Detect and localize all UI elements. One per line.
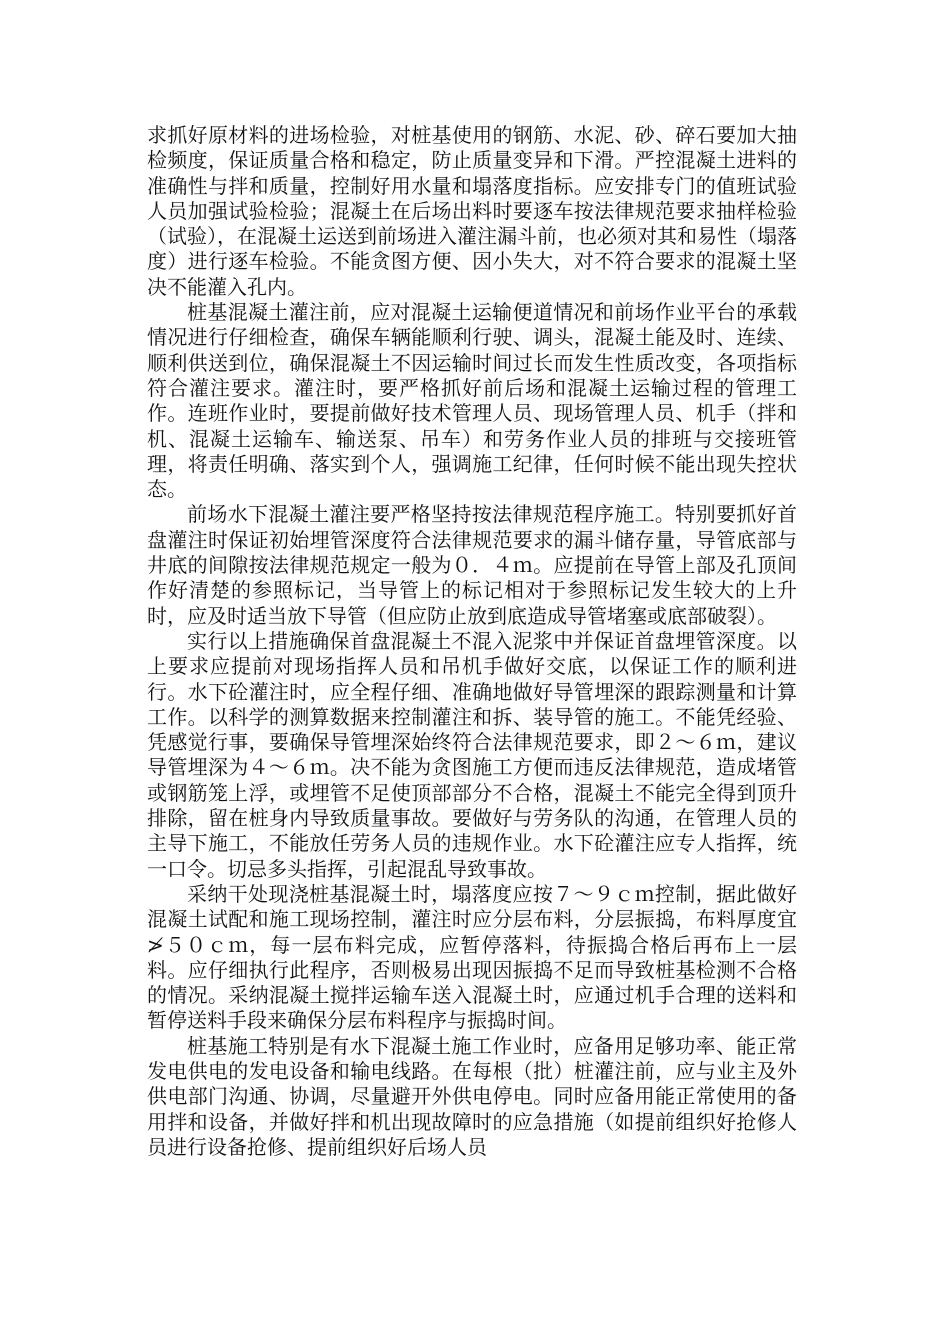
paragraph-2: 桩基混凝土灌注前，应对混凝土运输便道情况和前场作业平台的承载情况进行仔细检查，确保车辆能顺利行驶、调头，混凝土能及时、连续、顺利供送到位，确保混凝土不因运输时间过长而发生性质改变，各项指标符合灌注要求。灌注时，要严格抓好前后场和混凝土运输过程的管理工作。连班作业时，要提前做好技术管理人员、现场管理人员、机手（拌和机、混凝土运输车、输送泵、吊车）和劳务作业人员的排班与交接班管理，将责任明确、落实到个人，强调施工纪律，任何时候不能出现失控状态。 [147,300,797,502]
paragraph-3: 前场水下混凝土灌注要严格坚持按法律规范程序施工。特别要抓好首盘灌注时保证初始埋管深度符合法律规范要求的漏斗储存量，导管底部与井底的间隙按法律规范规定一般为０．４ｍ。应提前在导管上部及孔顶间作好清楚的参照标记，当导管上的标记相对于参照标记发生较大的上升时，应及时适当放下导管（但应防止放到底造成导管堵塞或底部破裂）。 [147,502,797,628]
paragraph-6: 桩基施工特别是有水下混凝土施工作业时，应备用足够功率、能正常发电供电的发电设备和输电线路。在每根（批）桩灌注前，应与业主及外供电部门沟通、协调，尽量避开外供电停电。同时应备用能正常使用的备用拌和设备，并做好拌和机出现故障时的应急措施（如提前组织好抢修人员进行设备抢修、提前组织好后场人员 [147,1033,797,1159]
document-page [147,123,797,1160]
paragraph-4: 实行以上措施确保首盘混凝土不混入泥浆中并保证首盘埋管深度。以上要求应提前对现场指挥人员和吊机手做好交底，以保证工作的顺利进行。水下砼灌注时，应全程仔细、准确地做好导管埋深的跟踪测量和计算工作。以科学的测算数据来控制灌注和拆、装导管的施工。不能凭经验、凭感觉行事，要确保导管埋深始终符合法律规范要求，即２～６ｍ，建议导管埋深为４～６ｍ。决不能为贪图施工方便而违反法律规范，造成堵管或钢筋笼上浮，或埋管不足使顶部部分不合格，混凝土不能完全得到顶升排除，留在桩身内导致质量事故。要做好与劳务队的沟通，在管理人员的主导下施工，不能放任劳务人员的违规作业。水下砼灌注应专人指挥，统一口令。切忌多头指挥，引起混乱导致事故。 [147,628,797,881]
paragraph-1: 求抓好原材料的进场检验，对桩基使用的钢筋、水泥、砂、碎石要加大抽检频度，保证质量合格和稳定，防止质量变异和下滑。严控混凝土进料的准确性与拌和质量，控制好用水量和塌落度指标。应安排专门的值班试验人员加强试验检验；混凝土在后场出料时要逐车按法律规范要求抽样检验（试验），在混凝土运送到前场进入灌注漏斗前，也必须对其和易性（塌落度）进行逐车检验。不能贪图方便、因小失大，对不符合要求的混凝土坚决不能灌入孔内。 [147,123,797,299]
paragraph-5: 采纳干处现浇桩基混凝土时，塌落度应按７～９ｃｍ控制，据此做好混凝土试配和施工现场控制，灌注时应分层布料，分层振捣，布料厚度宜≯５０ｃｍ，每一层布料完成，应暂停落料，待振捣合格后再布上一层料。应仔细执行此程序，否则极易出现因振捣不足而导致桩基检测不合格的情况。采纳混凝土搅拌运输车送入混凝土时，应通过机手合理的送料和暂停送料手段来确保分层布料程序与振捣时间。 [147,881,797,1033]
